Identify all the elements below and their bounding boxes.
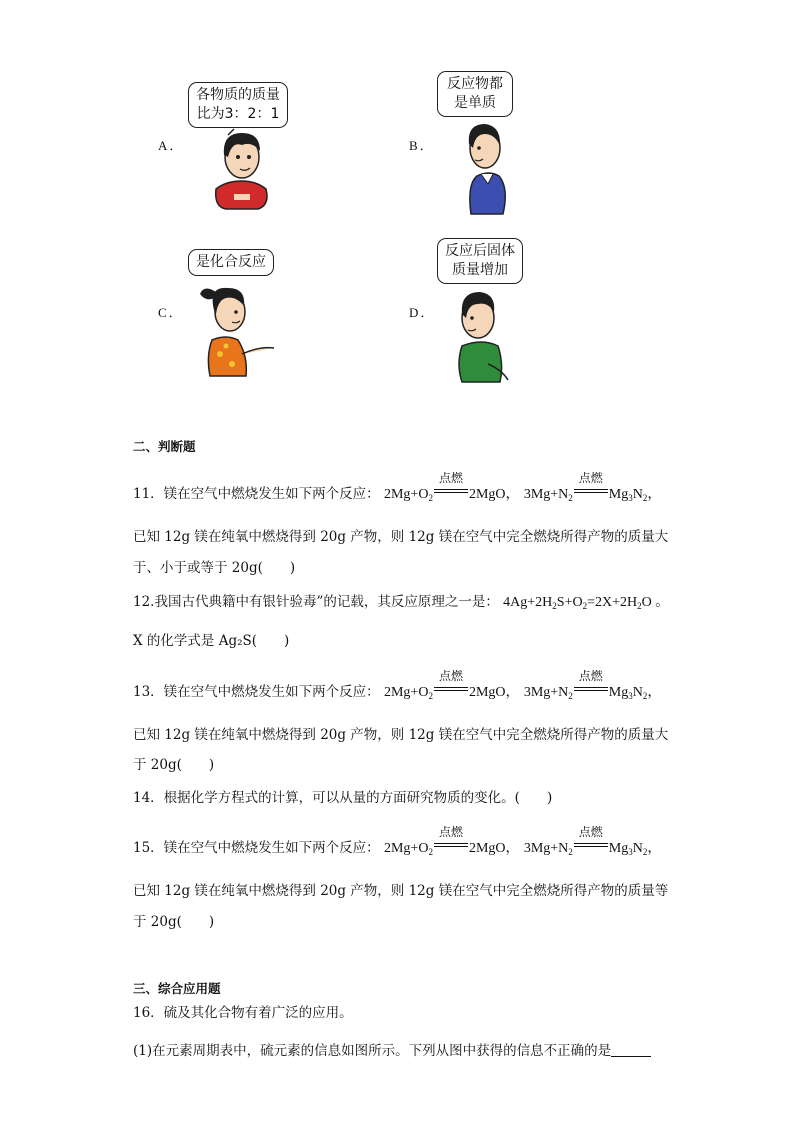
speech-bubble-b	[437, 71, 513, 117]
question-16-line1: 16．硫及其化合物有着广泛的应用。	[133, 1005, 353, 1021]
question-11-line2: 已知 12g 镁在纯氧中燃烧得到 20g 产物，则 12g 镁在空气中完全燃烧所得产物的质量大	[133, 529, 669, 545]
q12-equation: $4Ag+2H_2S+O_2=2X+2H_2O$ 。	[503, 595, 670, 611]
bubble-a-line2: 比为3：2：1	[196, 106, 280, 122]
student-figure-a	[208, 127, 274, 211]
q15-prefix: 15．镁在空气中燃烧发生如下两个反应：	[133, 840, 380, 856]
question-13-line2: 已知 12g 镁在纯氧中燃烧得到 20g 产物，则 12g 镁在空气中完全燃烧所得产物的质量大	[133, 727, 669, 743]
question-15-line1	[133, 825, 662, 861]
section-title-judgment: 二、判断题	[133, 439, 196, 454]
bubble-d-line2: 质量增加	[452, 262, 508, 278]
q11-equation-1: $2Mg+O_2$ 点燃 2MgO，	[383, 471, 520, 503]
bubble-a-line1: 各物质的质量	[196, 87, 280, 103]
question-15-line3: 于 20g( )	[133, 914, 215, 930]
q15-equation-2: $3Mg+N_2$ 点燃 $Mg_3N_2$，	[523, 825, 662, 857]
bubble-d-line1: 反应后固体	[445, 243, 515, 259]
question-13-line1	[133, 669, 662, 705]
q13-equation-2: $3Mg+N_2$ 点燃 $Mg_3N_2$，	[523, 669, 662, 701]
answer-blank[interactable]	[611, 1042, 651, 1057]
option-a-label: A．	[158, 138, 185, 153]
q12-text: 12.我国古代典籍中有银针验毒”的记载，其反应原理之一是：	[133, 594, 499, 610]
section-title-application: 三、综合应用题	[133, 981, 221, 996]
student-figure-d	[448, 284, 514, 384]
question-14: 14．根据化学方程式的计算，可以从量的方面研究物质的变化。( )	[133, 790, 553, 806]
q11-equation-2: $3Mg+N_2$ 点燃 $Mg_3N_2$，	[523, 471, 662, 503]
option-b-label: B．	[409, 138, 435, 153]
question-12-line2: X 的化学式是 Ag₂S( )	[133, 633, 290, 649]
option-d-label: D．	[409, 305, 436, 320]
q13-prefix: 13．镁在空气中燃烧发生如下两个反应：	[133, 684, 380, 700]
question-16-line2	[133, 1039, 651, 1059]
bubble-b-line2: 是单质	[454, 95, 496, 111]
student-figure-c	[198, 276, 278, 378]
q13-equation-1: $2Mg+O_2$ 点燃 2MgO，	[383, 669, 520, 701]
speech-bubble-c	[188, 249, 274, 276]
option-c-label: C．	[158, 305, 184, 320]
q15-equation-1: $2Mg+O_2$ 点燃 2MgO，	[383, 825, 520, 857]
q11-prefix: 11．镁在空气中燃烧发生如下两个反应：	[133, 486, 380, 502]
question-11-line1	[133, 471, 662, 507]
speech-bubble-d	[437, 238, 523, 284]
question-13-line3: 于 20g( )	[133, 757, 215, 773]
student-figure-b	[455, 118, 515, 216]
question-15-line2: 已知 12g 镁在纯氧中燃烧得到 20g 产物，则 12g 镁在空气中完全燃烧所得产物的质量等	[133, 883, 669, 899]
question-11-line3: 于、小于或等于 20g( )	[133, 560, 296, 576]
question-12-line1	[133, 593, 669, 615]
bubble-b-line1: 反应物都	[447, 76, 503, 92]
speech-bubble-a	[188, 82, 288, 128]
bubble-c-line1: 是化合反应	[196, 254, 266, 270]
q16-part1-text: (1)在元素周期表中，硫元素的信息如图所示。下列从图中获得的信息不正确的是	[133, 1043, 612, 1059]
